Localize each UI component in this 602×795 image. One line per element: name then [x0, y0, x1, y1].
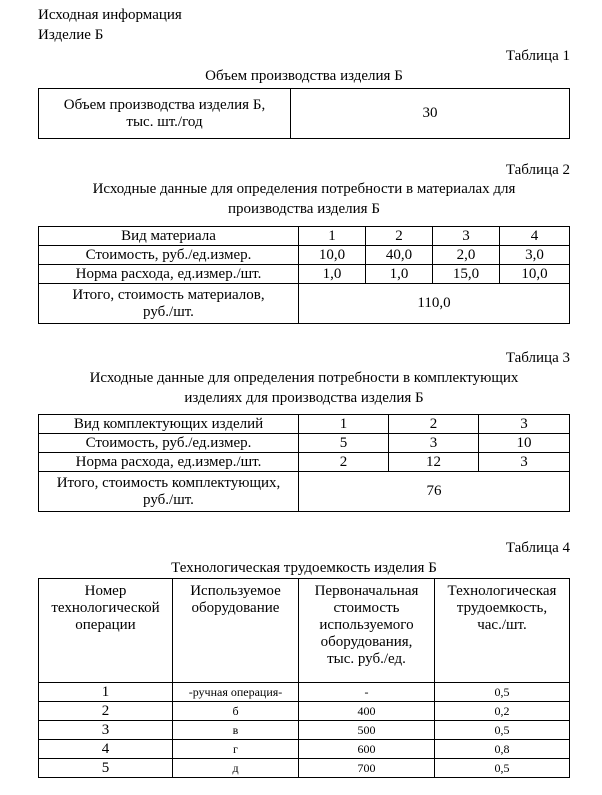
table2-total-label: Итого, стоимость материалов, руб./шт. — [39, 284, 299, 324]
table1 — [38, 88, 570, 139]
table3-cell: 3 — [389, 434, 479, 453]
table4-header-cost: Первоначальная стоимость используемого оборудования, тыс. руб./ед. — [299, 579, 435, 683]
table-row: 1 -ручная операция- - 0,5 — [39, 683, 570, 702]
table2-cell: 3,0 — [500, 246, 570, 265]
table4-header-equipment: Используемое оборудование — [173, 579, 299, 683]
table2-cell: 1,0 — [299, 265, 366, 284]
doc-heading: Исходная информация — [38, 7, 182, 23]
table3-row-label: Стоимость, руб./ед.измер. — [39, 434, 299, 453]
table3 — [38, 414, 570, 512]
table1-value: 30 — [291, 89, 570, 139]
table3-cell: 2 — [299, 453, 389, 472]
table4 — [38, 578, 570, 778]
table3-total-label: Итого, стоимость комплектующих, руб./шт. — [39, 472, 299, 512]
table4-header-labor: Технологическая трудоемкость, час./шт. — [435, 579, 570, 683]
table2-cell: 40,0 — [366, 246, 433, 265]
table-row: 4 г 600 0,8 — [39, 740, 570, 759]
table2-title-line1: Исходные данные для определения потребности в материалах для — [92, 181, 516, 197]
table2-header-cell: 1 — [299, 227, 366, 246]
table2-total-value: 110,0 — [299, 284, 570, 324]
table2-cell: 15,0 — [433, 265, 500, 284]
table2-header-cell: 3 — [433, 227, 500, 246]
table2-header-cell: 4 — [500, 227, 570, 246]
table1-label: Таблица 1 — [505, 48, 570, 64]
table1-row-label: Объем производства изделия Б, тыс. шт./год — [39, 89, 291, 139]
table-row: 3 в 500 0,5 — [39, 721, 570, 740]
table2-header-label: Вид материала — [39, 227, 299, 246]
table2-title-line2: производства изделия Б — [228, 201, 380, 217]
table3-cell: 3 — [479, 453, 570, 472]
table2 — [38, 226, 570, 324]
table3-label: Таблица 3 — [505, 350, 570, 366]
table3-cell: 10 — [479, 434, 570, 453]
table3-title-line2: изделиях для производства изделия Б — [184, 390, 424, 406]
table2-cell: 2,0 — [433, 246, 500, 265]
table3-header-cell: 1 — [299, 415, 389, 434]
table2-row-label: Стоимость, руб./ед.измер. — [39, 246, 299, 265]
table4-label: Таблица 4 — [505, 540, 570, 556]
table3-header-cell: 3 — [479, 415, 570, 434]
table3-title-line1: Исходные данные для определения потребности в комплектующих — [89, 370, 519, 386]
table3-total-value: 76 — [299, 472, 570, 512]
table3-header-cell: 2 — [389, 415, 479, 434]
table3-cell: 12 — [389, 453, 479, 472]
table3-header-label: Вид комплектующих изделий — [39, 415, 299, 434]
table-row: 5 д 700 0,5 — [39, 759, 570, 778]
table2-label: Таблица 2 — [505, 162, 570, 178]
table2-cell: 1,0 — [366, 265, 433, 284]
table4-title: Технологическая трудоемкость изделия Б — [171, 560, 437, 576]
table-row: 2 б 400 0,2 — [39, 702, 570, 721]
table4-header-op-number: Номер технологической операции — [39, 579, 173, 683]
table3-row-label: Норма расхода, ед.измер./шт. — [39, 453, 299, 472]
table2-cell: 10,0 — [299, 246, 366, 265]
table2-header-cell: 2 — [366, 227, 433, 246]
table3-cell: 5 — [299, 434, 389, 453]
product-name: Изделие Б — [38, 27, 104, 43]
table2-row-label: Норма расхода, ед.измер./шт. — [39, 265, 299, 284]
table1-title: Объем производства изделия Б — [205, 68, 403, 84]
table2-cell: 10,0 — [500, 265, 570, 284]
